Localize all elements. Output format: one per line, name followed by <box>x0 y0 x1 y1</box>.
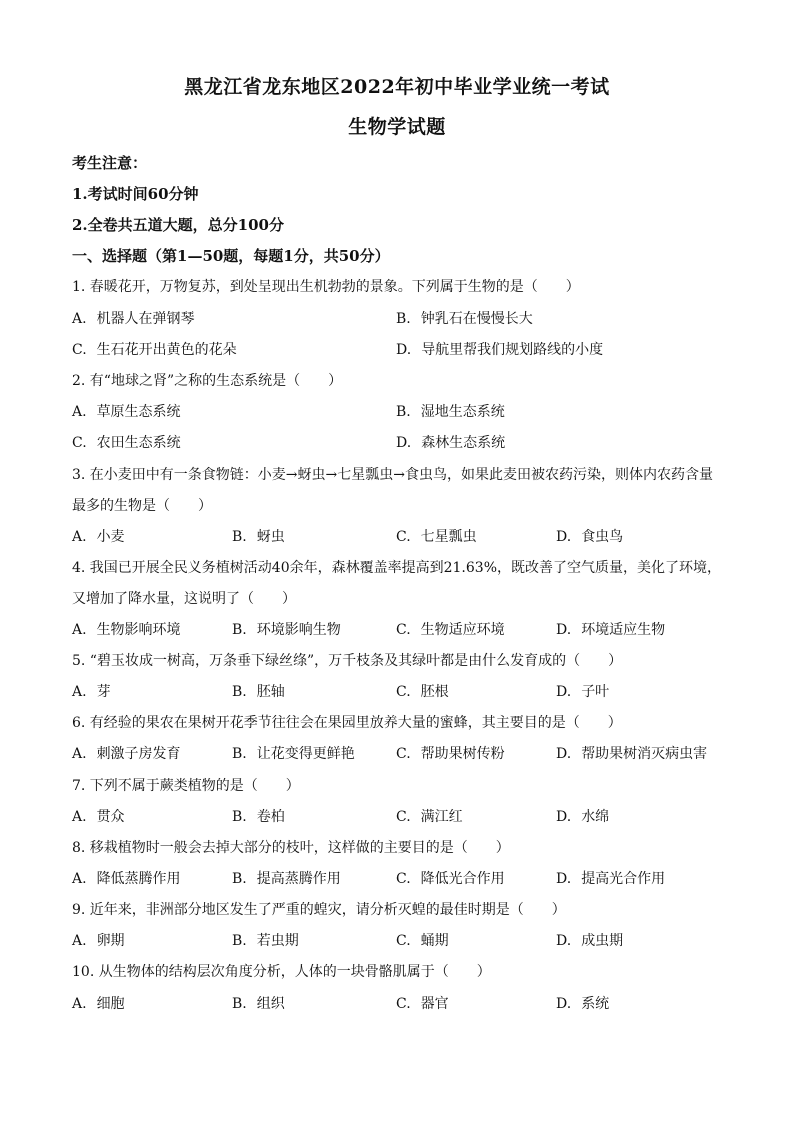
answer-option <box>556 681 609 701</box>
option-key: C. <box>396 622 411 638</box>
answer-option <box>396 432 505 452</box>
answer-option <box>232 743 355 763</box>
answer-option <box>396 868 505 888</box>
option-text: 组织 <box>256 996 285 1012</box>
answer-option <box>396 993 449 1013</box>
option-text: 胚根 <box>420 684 449 700</box>
answer-option <box>396 526 477 546</box>
question-stem: 8. 移栽植物时一般会去掉大部分的枝叶，这样做的主要目的是（ ） <box>72 840 510 856</box>
option-text: 成虫期 <box>581 933 624 949</box>
question-stem: 又增加了降水量，这说明了（ ） <box>72 591 296 607</box>
option-key: B. <box>232 622 247 638</box>
option-text: 蚜虫 <box>256 529 285 545</box>
question-stem: 10. 从生物体的结构层次角度分析，人体的一块骨骼肌属于（ ） <box>72 964 491 980</box>
option-key: D. <box>556 746 572 762</box>
option-key: B. <box>396 404 411 420</box>
option-key: D. <box>556 996 572 1012</box>
option-key: A. <box>72 404 87 420</box>
option-text: 食虫鸟 <box>581 529 624 545</box>
exam-subtitle: 生物学试题 <box>348 116 446 138</box>
option-key: D. <box>396 342 412 358</box>
option-text: 降低蒸腾作用 <box>96 871 181 887</box>
option-text: 器官 <box>420 996 449 1012</box>
option-key: B. <box>232 529 247 545</box>
option-text: 草原生态系统 <box>96 404 181 420</box>
option-key: A. <box>72 871 87 887</box>
answer-option <box>72 806 125 826</box>
option-key: D. <box>556 622 572 638</box>
answer-option <box>72 432 181 452</box>
answer-option <box>556 868 665 888</box>
option-key: B. <box>232 933 247 949</box>
option-text: 生石花开出黄色的花朵 <box>96 342 237 358</box>
answer-option <box>72 619 181 639</box>
option-text: 湿地生态系统 <box>420 404 505 420</box>
option-text: 水绵 <box>581 809 610 825</box>
answer-option <box>72 308 195 328</box>
option-key: A. <box>72 933 87 949</box>
option-text: 细胞 <box>96 996 125 1012</box>
answer-option <box>232 993 285 1013</box>
option-key: B. <box>396 311 411 327</box>
option-key: D. <box>556 933 572 949</box>
answer-option <box>396 619 505 639</box>
answer-option <box>396 339 603 359</box>
option-key: C. <box>72 435 87 451</box>
option-key: C. <box>396 871 411 887</box>
option-key: D. <box>556 871 572 887</box>
answer-option <box>396 681 449 701</box>
option-key: C. <box>396 809 411 825</box>
option-text: 环境影响生物 <box>256 622 341 638</box>
answer-option <box>72 993 125 1013</box>
option-text: 帮助果树消灭病虫害 <box>581 746 708 762</box>
option-key: B. <box>232 746 247 762</box>
option-text: 提高蒸腾作用 <box>256 871 341 887</box>
option-text: 降低光合作用 <box>420 871 505 887</box>
answer-option <box>232 806 285 826</box>
option-text: 贯众 <box>96 809 125 825</box>
answer-option <box>556 930 623 950</box>
option-text: 森林生态系统 <box>421 435 506 451</box>
answer-option <box>72 401 181 421</box>
option-key: A. <box>72 684 87 700</box>
option-text: 帮助果树传粉 <box>420 746 505 762</box>
notice-item-2: 2.全卷共五道大题，总分100分 <box>72 216 284 234</box>
option-key: B. <box>232 684 247 700</box>
answer-option <box>232 681 285 701</box>
answer-option <box>72 743 181 763</box>
option-text: 环境适应生物 <box>581 622 666 638</box>
option-text: 小麦 <box>96 529 125 545</box>
option-text: 系统 <box>581 996 610 1012</box>
option-key: A. <box>72 529 87 545</box>
question-stem: 3. 在小麦田中有一条食物链：小麦→蚜虫→七星瓢虫→食虫鸟，如果此麦田被农药污染，则体内农药含量 <box>72 467 713 483</box>
question-stem: 4. 我国已开展全民义务植树活动40余年，森林覆盖率提高到21.63%，既改善了空气质量，美化了环境， <box>72 560 722 576</box>
answer-option <box>232 526 285 546</box>
answer-option <box>396 308 533 328</box>
exam-title: 黑龙江省龙东地区2022年初中毕业学业统一考试 <box>184 76 610 98</box>
option-text: 芽 <box>96 684 111 700</box>
option-text: 导航里帮我们规划路线的小度 <box>421 342 604 358</box>
option-text: 卵期 <box>96 933 125 949</box>
question-stem: 6. 有经验的果农在果树开花季节往往会在果园里放养大量的蜜蜂，其主要目的是（ ） <box>72 715 622 731</box>
answer-option <box>232 868 341 888</box>
option-text: 农田生态系统 <box>96 435 181 451</box>
option-key: C. <box>396 996 411 1012</box>
option-key: A. <box>72 622 87 638</box>
option-text: 钟乳石在慢慢长大 <box>420 311 533 327</box>
option-key: A. <box>72 311 87 327</box>
option-key: C. <box>396 746 411 762</box>
question-stem: 2. 有“地球之肾”之称的生态系统是（ ） <box>72 373 343 389</box>
answer-option <box>232 619 341 639</box>
option-text: 胚轴 <box>256 684 285 700</box>
option-text: 若虫期 <box>256 933 299 949</box>
answer-option <box>556 993 609 1013</box>
option-text: 卷柏 <box>256 809 285 825</box>
option-key: C. <box>396 933 411 949</box>
option-key: D. <box>556 684 572 700</box>
option-key: D. <box>556 809 572 825</box>
option-text: 让花变得更鲜艳 <box>256 746 355 762</box>
option-key: D. <box>556 529 572 545</box>
option-text: 蛹期 <box>420 933 449 949</box>
question-stem: 1. 春暖花开，万物复苏，到处呈现出生机勃勃的景象。下列属于生物的是（ ） <box>72 279 580 295</box>
option-text: 七星瓢虫 <box>420 529 477 545</box>
option-key: C. <box>396 529 411 545</box>
option-text: 提高光合作用 <box>581 871 666 887</box>
option-text: 机器人在弹钢琴 <box>96 311 195 327</box>
option-text: 刺激子房发育 <box>96 746 181 762</box>
option-key: A. <box>72 746 87 762</box>
option-key: B. <box>232 871 247 887</box>
option-key: A. <box>72 996 87 1012</box>
answer-option <box>72 339 237 359</box>
answer-option <box>556 743 707 763</box>
question-stem: 9. 近年来，非洲部分地区发生了严重的蝗灾，请分析灭蝗的最佳时期是（ ） <box>72 902 566 918</box>
option-key: B. <box>232 809 247 825</box>
option-text: 子叶 <box>581 684 610 700</box>
answer-option <box>556 806 609 826</box>
option-key: B. <box>232 996 247 1012</box>
answer-option <box>72 526 125 546</box>
option-key: C. <box>396 684 411 700</box>
notice-heading: 考生注意： <box>72 154 148 172</box>
option-key: C. <box>72 342 87 358</box>
option-key: A. <box>72 809 87 825</box>
notice-item-1: 1.考试时间60分钟 <box>72 185 199 203</box>
answer-option <box>232 930 299 950</box>
answer-option <box>72 681 111 701</box>
option-text: 生物影响环境 <box>96 622 181 638</box>
question-stem: 5. “碧玉妆成一树高，万条垂下绿丝绦”，万千枝条及其绿叶都是由什么发育成的（ ） <box>72 653 623 669</box>
answer-option <box>396 743 505 763</box>
option-text: 生物适应环境 <box>420 622 505 638</box>
answer-option <box>556 619 665 639</box>
answer-option <box>72 868 181 888</box>
answer-option <box>396 930 449 950</box>
section-heading: 一、选择题（第1—50题，每题1分，共50分） <box>72 247 390 265</box>
answer-option <box>556 526 623 546</box>
option-key: D. <box>396 435 412 451</box>
question-stem: 最多的生物是（ ） <box>72 498 212 514</box>
question-stem: 7. 下列不属于蕨类植物的是（ ） <box>72 778 300 794</box>
answer-option <box>72 930 125 950</box>
answer-option <box>396 401 505 421</box>
option-text: 满江红 <box>420 809 463 825</box>
answer-option <box>396 806 463 826</box>
